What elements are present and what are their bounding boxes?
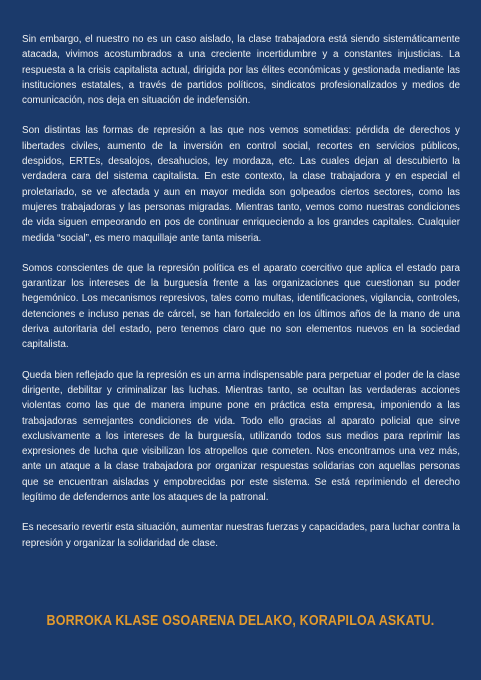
paragraph-5: Es necesario revertir esta situación, aumentar nuestras fuerzas y capacidades, para luchar contra la represión y organizar la solidaridad de clase. xyxy=(22,522,461,549)
paragraph-2: Son distintas las formas de represión a las que nos vemos sometidas: pérdida de derechos y libertades civiles, aumento de la inversión en control social, recortes en servicios públicos, despidos, ERTEs, desalojos, desahucios, ley mordaza, etc. Las cuales dejan al descubierto la verdadera cara del sistema capitalista. En este contexto, la clase trabajadora y en especial el proletariado, se ve afectada y aun en mayor medida son golpeados ciertos sectores, como las mujeres trabajadoras y las personas migradas. Mientras tanto, vemos como nuestras condiciones de vida siguen empeorando en pos de continuar enriqueciendo a los grandes capitales. Cualquier medida “social”, es mero maquillaje ante tanta miseria. xyxy=(22,125,460,244)
slogan-heading: BORROKA KLASE OSOARENA DELAKO, KORAPILOA ASKATU. xyxy=(46,613,435,629)
body-text xyxy=(22,32,460,551)
paragraph-3: Somos conscientes de que la represión política es el aparato coercitivo que aplica el estado para garantizar los intereses de la burguesía frente a las organizaciones que cuestionan su poder hegemónico. Los mecanismos represivos, tales como multas, identificaciones, vigilancia, controles, detenciones e incluso penas de cárcel, se han fortalecido en los últimos años de la mano de una deriva autoritaria del estado, pero tenemos claro que no son elementos nuevos en la sociedad capitalista. xyxy=(22,262,460,351)
paragraph-1: Sin embargo, el nuestro no es un caso aislado, la clase trabajadora está siendo sistemáticamente atacada, vivimos acostumbrados a una creciente incertidumbre y a constantes injusticias. La respuesta a la crisis capitalista actual, dirigida por las élites económicas y gestionada mediante las instituciones estatales, a través de partidos políticos, sindicatos profesionalizados y medios de comunicación, nos deja en situación de indefensión. xyxy=(22,34,460,107)
paragraph-4: Queda bien reflejado que la represión es un arma indispensable para perpetuar el poder de la clase dirigente, debilitar y criminalizar las luchas. Mientras tanto, se ocultan las verdaderas acciones violentas como las que de manera impune pone en práctica esta empresa, imponiendo a las trabajadoras semejantes condiciones de vida. Todo ello gracias al aparato policial que sirve exclusivamente a los intereses de la burguesía, utilizando todos sus medios para reprimir las expresiones de lucha que visibilizan los atropellos que cometen. Nos encontramos una vez más, ante un ataque a la clase trabajadora por organizar respuestas solidarias con aquellas personas que se encuentran aisladas y empobrecidas por este sistema. Se está reprimiendo el derecho legítimo de defendernos ante los ataques de la patronal. xyxy=(22,369,460,504)
